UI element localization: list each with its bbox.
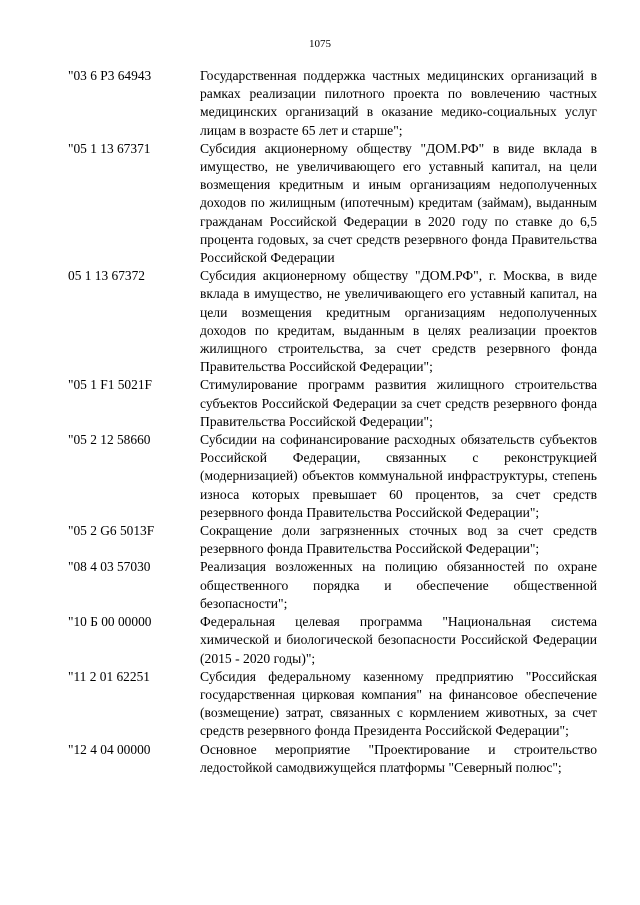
entry-description: Сокращение доли загрязненных сточных вод за счет средств резервного фонда Правительства Российской Федерации"; bbox=[200, 523, 597, 557]
budget-code: "05 2 G6 5013F bbox=[68, 523, 155, 539]
budget-code: "05 1 F1 5021F bbox=[68, 377, 152, 393]
entry-description: Субсидия федеральному казенному предприятию "Российская государственная цирковая компания" на финансовое обеспечение (возмещение) затрат, связанных с кормлением животных, за счет средств резервного фонда Президента Российской Федерации"; bbox=[200, 668, 597, 739]
list-item bbox=[0, 741, 640, 777]
entry-description: Субсидия акционерному обществу "ДОМ.РФ", г. Москва, в виде вклада в имущество, не увеличивающего его уставный капитал, на цели возмещения кредитным организациям недополученных доходов по кредитам, выданным в целях реализации проектов жилищного строительства, за счет средств резервного фонда Правительства Российской Федерации"; bbox=[200, 268, 597, 375]
entry-description: Субсидия акционерному обществу "ДОМ.РФ" в виде вклада в имущество, не увеличивающего его уставный капитал, на цели возмещения кредитным и иным организациям недополученных доходов по жилищным (ипотечным) кредитам (займам), выданным гражданам Российской Федерации в 2020 году по ставке до 6,5 процента годовых, за счет средств резервного фонда Правительства Российской Федерации bbox=[200, 140, 597, 266]
entry-description: Основное мероприятие "Проектирование и строительство ледостойкой самодвижущейся платформы "Северный полюс"; bbox=[200, 741, 597, 775]
list-item bbox=[0, 522, 640, 558]
list-item bbox=[0, 376, 640, 431]
list-item bbox=[0, 613, 640, 668]
list-item bbox=[0, 267, 640, 376]
list-item bbox=[0, 140, 640, 267]
budget-code: "08 4 03 57030 bbox=[68, 559, 151, 575]
entry-description: Стимулирование программ развития жилищного строительства субъектов Российской Федерации за счет средств резервного фонда Правительства Российской Федерации"; bbox=[200, 377, 597, 429]
entry-description: Федеральная целевая программа "Национальная система химической и биологической безопасности Российской Федерации (2015 - 2020 годы)"; bbox=[200, 614, 597, 666]
entry-description: Государственная поддержка частных медицинских организаций в рамках реализации пилотного проекта по вовлечению частных медицинских организаций в оказание медико-социальных услуг лицам в возрасте 65 лет и старше"; bbox=[200, 68, 597, 138]
list-item bbox=[0, 431, 640, 522]
budget-code: "03 6 P3 64943 bbox=[68, 68, 152, 83]
page-number: 1075 bbox=[309, 38, 331, 50]
list-item bbox=[0, 558, 640, 613]
budget-code: "05 1 13 67371 bbox=[68, 140, 151, 156]
budget-code: "11 2 01 62251 bbox=[68, 668, 150, 684]
budget-code: "05 2 12 58660 bbox=[68, 432, 151, 448]
budget-code: "12 4 04 00000 bbox=[68, 741, 151, 757]
budget-code: "10 Б 00 00000 bbox=[68, 614, 152, 630]
budget-code-list bbox=[0, 67, 640, 777]
entry-description: Реализация возложенных на полицию обязанностей по охране общественного порядка и обеспечение общественной безопасности"; bbox=[200, 559, 597, 611]
list-item bbox=[0, 668, 640, 741]
entry-description: Субсидии на софинансирование расходных обязательств субъектов Российской Федерации, связанных с реконструкцией (модернизацией) объектов коммунальной инфраструктуры, степень износа которых превышает 60 процентов, за счет средств резервного фонда Правительства Российской Федерации"; bbox=[200, 432, 597, 520]
budget-code: 05 1 13 67372 bbox=[68, 268, 145, 284]
list-item bbox=[0, 67, 640, 140]
